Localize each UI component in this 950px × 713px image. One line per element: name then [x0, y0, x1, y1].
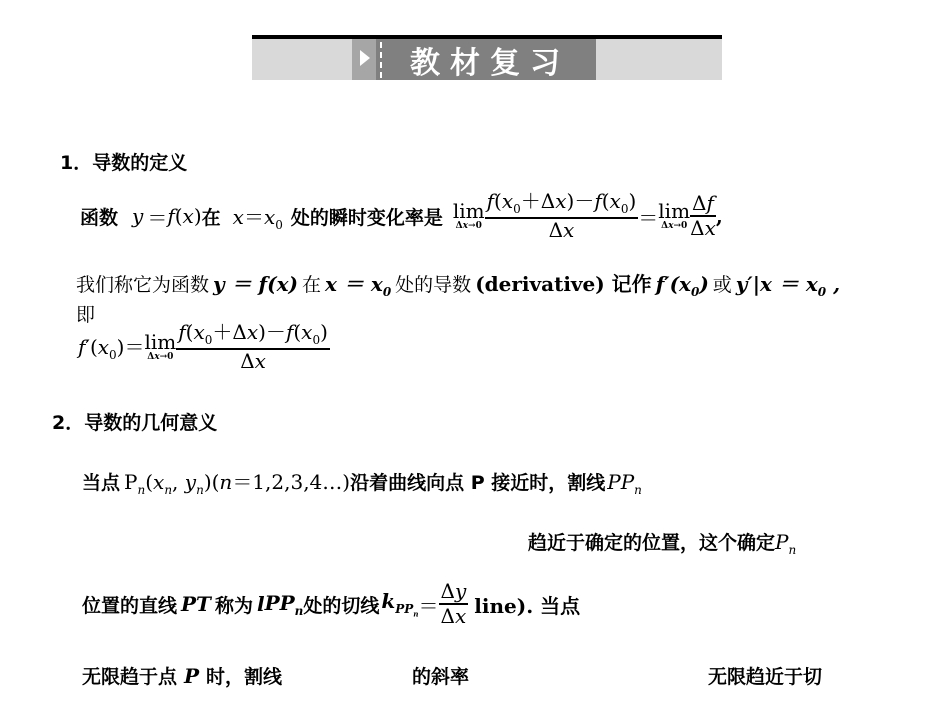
- slope-quotient: $\frac{\Delta y}{\Delta x}$: [440, 579, 467, 628]
- def-mid: 在: [201, 206, 221, 229]
- geo-prefix: 当点: [82, 472, 121, 494]
- play-arrow-icon: [360, 50, 370, 66]
- geometry-line-2: [528, 528, 796, 557]
- delta-quotient: $\frac{\Delta f}{\Delta x}$: [690, 191, 716, 240]
- deriv-notation-2: $y'|x = x_0$ ,: [735, 272, 841, 299]
- def-fx-arg: (x): [174, 204, 202, 228]
- deriv-point: $x = x_0$: [325, 272, 392, 299]
- def-eq: ＝: [147, 205, 168, 230]
- ppn-symbol: $PP_n$: [264, 590, 304, 618]
- comma: ,: [715, 204, 723, 228]
- l-symbol: l: [256, 592, 265, 616]
- def-point: $x=x_0$: [232, 204, 283, 232]
- geometry-line-3: [82, 578, 580, 630]
- geo-line4-c: 的斜率: [412, 666, 470, 688]
- geo-line3-c: 处的切线: [303, 594, 380, 617]
- limit-operator: lim Δx→0: [452, 199, 485, 231]
- def-suffix: 处的瞬时变化率是: [290, 206, 443, 229]
- pt-symbol: PT: [181, 592, 211, 616]
- equals-sign: ＝: [638, 205, 659, 230]
- ie-text: 即: [76, 304, 96, 326]
- derivative-line: [76, 268, 840, 299]
- k-ppn: $k_{PP_n}$: [381, 589, 419, 619]
- def-fx: f: [167, 204, 175, 228]
- limit-operator-2: lim Δx→0: [658, 199, 691, 231]
- section2-heading: 2．导数的几何意义: [52, 412, 218, 434]
- deriv-text-c: 处的导数: [395, 274, 472, 296]
- pn-symbol: $P_n$: [775, 530, 797, 557]
- derivative-formula: [78, 322, 330, 372]
- geo-line2-text: 趋近于确定的位置，这个确定: [528, 532, 776, 554]
- def-func: y: [132, 204, 144, 228]
- geo-line3-d: line). 当点: [474, 593, 581, 618]
- limit-operator-3: lim Δx→0: [144, 329, 177, 362]
- geo-line4-d: 无限趋近于切: [708, 666, 823, 688]
- deriv-notation-1: $f'(x_0)$: [655, 272, 709, 299]
- deriv-text-e: 或: [712, 274, 732, 296]
- def-prefix: 函数: [80, 206, 119, 229]
- deriv-func: y ＝ f(x): [213, 272, 299, 296]
- section1-heading: 1．导数的定义: [60, 152, 188, 174]
- deriv-text-d: (derivative) 记作: [475, 272, 652, 296]
- geo-line4-a: 无限趋于点 P 时，割线: [82, 664, 282, 688]
- slope-eq: ＝: [418, 593, 439, 618]
- definition-line: [80, 188, 723, 244]
- deriv-text-b: 在: [302, 274, 322, 296]
- geo-line3-b: 称为: [214, 594, 253, 617]
- geometry-line-4: [82, 662, 852, 690]
- geometry-line-1: [82, 466, 642, 497]
- formula-quotient: $\frac{f(x_0+\Delta x)-f(x_0)}{\Delta x}$: [178, 320, 328, 373]
- secant-ppn: $PP_n$: [607, 470, 642, 497]
- f-prime-x0: $f'(x_0)=$: [78, 335, 145, 363]
- banner-dashed-divider: [380, 42, 382, 78]
- point-pn: $P_n(x_n$, $y_n)(n=1,2,3,4\dots)$: [124, 470, 351, 497]
- deriv-text-a: 我们称它为函数: [76, 274, 210, 296]
- geo-line3-a: 位置的直线: [82, 594, 178, 617]
- difference-quotient: $\frac{f(x_0+\Delta x)-f(x_0)}{\Delta x}$: [486, 189, 637, 242]
- banner-title: 教材复习: [410, 46, 570, 81]
- geo-suffix: 沿着曲线向点 P 接近时，割线: [350, 472, 606, 494]
